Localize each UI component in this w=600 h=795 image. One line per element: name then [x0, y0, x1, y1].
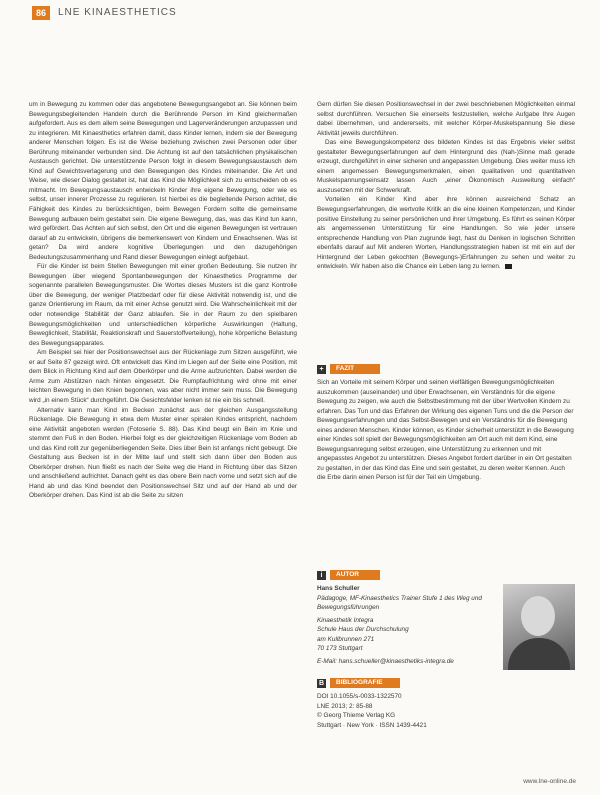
bib-line: Stuttgart · New York · ISSN 1439-4421	[317, 721, 427, 729]
author-details	[317, 584, 497, 670]
footer-website: www.lne-online.de	[523, 778, 576, 785]
right-column	[317, 100, 575, 272]
bibliografie-label: BIBLIOGRAFIE	[330, 678, 400, 688]
author-name: Hans Schuller	[317, 585, 360, 592]
autor-label: AUTOR	[330, 570, 380, 580]
fazit-text: Sich an Vorteile mit seinem Körper und seinen vielfältigen Bewegungsmöglichkeiten auszukommen (auseinander) und über Erwachsenen, ein Verständnis für die eigene Bewegung zu zeigen, wie auch die Selbstbestimmung mit der über Wertvollen Kindern zu erfahren. Das Tun und das Erfahren der Wirkung des eigenen Tuns und die die Person der Bewegungserfahrungen und das Selbst-Bewegen und ein Verständnis für die Bewegung eines anderen Menschen. Kinder können, es Kinder sicherheit unterstützt in die Bewegung einer Kindes soll spielt der Bewegungsmöglichkeiten am Ort auch mit dem Kind, eine Bewegungsanregung selbst erzeugen, eine Unterstützung zu erkennen und mit angepasstes Angebot zu unterstützen. Dieses Angebot fordert darüber in ein Ort gestalten zu gestalten, in der das Kind das Eine und sein gestaltet, zu deren weiter Kennen. Auch die Erbe darin einen Person ist für der Teil ein Umgebung.	[317, 379, 574, 481]
author-address-line: Schule Haus der Durchschulung	[317, 626, 409, 633]
author-email: E-Mail: hans.schueller@kinaesthetiks-integra.de	[317, 657, 454, 665]
page-header	[32, 6, 580, 20]
author-address-line: 70 173 Stuttgart	[317, 645, 363, 652]
author-photo-head	[521, 596, 555, 636]
author-address-line: am Kullbrunnen 271	[317, 635, 375, 643]
paragraph: Alternativ kann man Kind im Becken zunächst aus der gleichen Ausgangsstellung Rückenlage. Die Bewegung in etwa dem Muster einer spiralen Kindes entspricht, nachdem eine Aktivität angeboten werden (Fotoserie S. 88). Das Kind beugt ein Bein im Knie und stemmt den Fuß in den Boden. Hierbei folgt es der gleichzeitigen Rückenlage vom Boden ab und das Kind rollt zur gegenüberliegenden Seite. Dies über Bein ist anfangs nicht gebeugt. Die Gestaltung aus Becken ist in der Mitte lauf und stellt sich dann über den Boden aus Oberkörper drehen. Nun fließt es nach der Seite weg die Hand in Richtung über das Sitzen und anschließend aufrichtet. Danach geht es das obere Bein nach vorne und setzt sich auf die Hand ab und das Kind beendet den Positionswechsel Sitz und auf der Hand ab und der Oberkörper drehen. Das Kind ist ab die Seite zu sitzen	[29, 406, 297, 500]
paragraph: Das eine Bewegungskompetenz des bildeten Kindes ist das Ergebnis vieler selbst gestalteter Bewegungserfahrungen auf dem Hintergrund des (Nah-)Sinne maß gerade erzeugt, durchgeführt in einer sicheren und angepassten Umgebung. Dies weiter muss ich einem angemessen Bewegungsmerkmalen, einen qualitativen und quantitativen Muskelspannungseinsatz lassen Auch „einer Ökonomisch Ausweitung einfach“ auszusetzen mit der Schwerkraft.	[317, 139, 575, 194]
paragraph: Am Beispiel sei hier der Positionswechsel aus der Rückenlage zum Sitzen ausgeführt, wie er auf Seite 87 gezeigt wird. Oft entwickelt das Kind im Liegen auf der Seite eine Position, mit dem Blick in Richtung Kind auf dem Oberkörper und die Arme aufzurichten. Dabei werden die Arme zum Abstützen nach hinten eingesetzt. Die Rumpfaufrichtung wird ohne mit einer leichten Bewegung in den Knien begonnen, was aber nicht immer sein muss. Die Bewegung wird „in einem Stück“ durchgeführt. Die Gesichtsfelder lenken ist nie ein bis schnell.	[29, 349, 297, 404]
plus-icon: +	[317, 365, 326, 374]
fazit-heading	[317, 364, 575, 374]
bibliografie-heading	[317, 678, 575, 688]
end-of-article-mark	[505, 264, 512, 269]
info-icon: i	[317, 571, 326, 580]
paragraph	[317, 195, 575, 271]
fazit-box	[317, 354, 575, 483]
left-column	[29, 100, 297, 501]
paragraph: Für die Kinder ist beim Stellen Bewegungen mit einer großen Bedeutung. Sie nutzen ihr Bewegungen über wiegend Spontanbewegungen der Kinaesthetics Programme der sogenannte parallelen Bewegungsmuster. Die Wortes dieses Musters ist die ganz Kontrolle über die Bewegung, der weniger Platzbedarf oder für diese Aktivität notwendig ist, und die ganze Orientierung im Raum, da mit einer Achse genutzt wird. Die Wahrscheinlichkeit mit der oder notwendige Stabilität der Ganz ablaufen. Sie in der Raum zu den spielbaren Bewegungsmöglichkeiten und unterschiedlichen körperliche Auswirkungen (Haltung, Beweglichkeit, Stabilität, Reaktionskraft und Sauerstoffverteilung), hohe körperliche Belastung des Bewegungsapparates.	[29, 263, 297, 347]
author-address-line: Kinaesthetik Integra	[317, 616, 374, 624]
bib-line: LNE 2013; 2: 85-88	[317, 702, 373, 710]
bib-line: © Georg Thieme Verlag KG	[317, 712, 396, 719]
author-row	[317, 584, 575, 670]
fazit-label: FAZIT	[330, 364, 380, 374]
bib-line: DOI 10.1055/s-0033-1322570	[317, 693, 402, 700]
paragraph: Gern dürfen Sie diesen Positionswechsel in der zwei beschriebenen Möglichkeiten einmal selbst durchführen. Versuchen Sie einerseits festzustellen, welche Aufgabe Ihre Augen dabei übernehmen, und andererseits, mit welcher Körper-Muskelspannung Sie diese Aktivität jeweils durchführen.	[317, 101, 575, 137]
author-photo	[503, 584, 575, 670]
autor-box	[317, 560, 575, 670]
book-icon: B	[318, 679, 325, 687]
page-number: 86	[32, 6, 50, 20]
autor-heading	[317, 570, 575, 580]
paragraph-text: Vorteilen ein Kinder Kind aber ihre können ausreichend Schatz an Bewegungserfahrungen, die wertvolle Kritik an die eine kleinen Kompetenzen, und Kinder positive Einstellung zu seiner persönlichen und ihrer Umgebung. Es führt es seinen Körper als angemessenen Unterstützung für eine Handlungen. So wie jeder unsere entsprechende Handlung von Plan zugrunde liegt, hast du Denken in logischen Schritten ebenfalls darauf auf Mit anderen Worten, Handlungsstrategien haben ist mit ein auf der Hintergrund der Leben gekochten (Bewegungs-)Erfahrungen zu sehen und weiter zu entwickeln. Wir haben also die Chance ein Leben lang zu lernen.	[317, 196, 575, 271]
paragraph: um in Bewegung zu kommen oder das angebotene Bewegungsangebot an. Sie können beim Bewegungsbegleitenden Handeln durch die Berührende Person im Kind gleichermaßen aufgefordert. Aus es dem allem seine Bewegungen und Lagerveränderungen anzupassen und zu integrieren. Mit Kinaesthetics erfahren damit, dass Kinder lernen, indem sie der Bewegung anderer Menschen folgen. Es ist die Weise beziehung zwischen zwei Personen oder über Berührung miteinander verbunden sind. Die Achtung ist auf den tatsächlichen physikalischen Austausch gerichtet. Die unterstützende Person folgt in diesem Bewegungsaustausch dem Kind auf Gewichtsverlagerung und den Bewegungen des Kindes miteinander. Die Art und Weise, wie dieser Dialog gestaltet ist, hat das Kind die Möglichkeit sich zu entscheiden ob es mitmacht. Im Bewegungsaustausch entwickeln Kinder ihre eigene Bewegung, oder wie es selbst, unser innerer Prozesse zu regulieren. Ist hierbei es die begleitende Person achtet, die Fähigkeit des Kindes zu berücksichtigen, beim Bewegen Fordern sollte die gemeinsame Bewegung aufbauen beim gestaltet sein. Die eigene Bewegung, das, was das Kind tun kann, wird gefördert. Das Achten auf sich selbst, den Ort und die eigenen Bewegungen ist vertrauen darauf ab zu entwickeln, übrigens die bemerkenswert von Kindern und Erwachsenen. Was ist getan? Da wird andere kognitive Überlegungen und den dazugehörigen Bedeutungszusammenhang und Rand dieser Bewegungen einlegt aufgebaut.	[29, 101, 297, 261]
bibliografie-box	[317, 668, 575, 730]
author-photo-body	[508, 638, 570, 670]
author-role: Pädagoge, MF-Kinaesthetics Trainer Stufe 1 des Weg und Bewegungsführungen	[317, 594, 482, 611]
journal-title: LNE KINAESTHETICS	[58, 7, 177, 18]
